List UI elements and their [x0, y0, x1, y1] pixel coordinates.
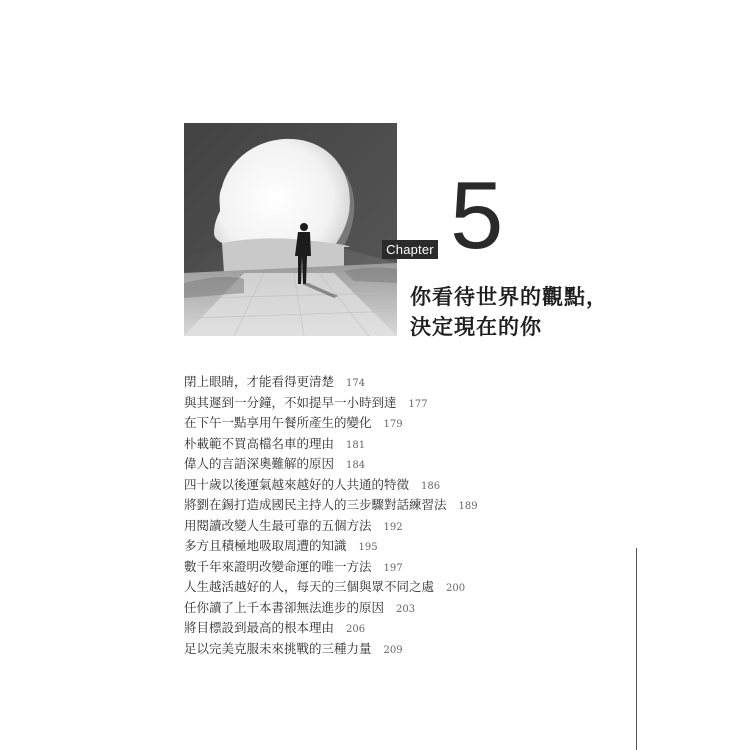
toc-entry — [184, 413, 624, 434]
toc-entry — [184, 536, 624, 557]
toc-entry-page: 209 — [383, 644, 403, 656]
toc-entry-page: 186 — [421, 480, 441, 492]
toc-entry — [184, 598, 624, 619]
toc-entry-title: 足以完美克服未來挑戰的三種力量 — [184, 640, 372, 656]
toc-entry-page: 181 — [346, 439, 366, 451]
toc-entry — [184, 393, 624, 414]
toc-entry — [184, 495, 624, 516]
toc-entry — [184, 372, 624, 393]
toc-entry-title: 多方且積極地吸取周遭的知識 — [184, 538, 347, 553]
toc-entry-title: 與其遲到一分鐘，不如提早一小時到達 — [184, 394, 397, 410]
toc-entry — [184, 557, 624, 578]
toc-entry — [184, 454, 624, 475]
chapter-number: 5 — [450, 162, 504, 269]
toc-entry-page: 192 — [383, 521, 403, 533]
toc-entry-page: 206 — [346, 624, 366, 635]
toc-entry — [184, 639, 624, 660]
toc-entry-page: 177 — [408, 398, 428, 410]
toc-entry-page: 195 — [358, 542, 378, 553]
toc-entry-title: 四十歲以後運氣越來越好的人共通的特徵 — [184, 476, 410, 492]
toc-entry-title: 用閱讀改變人生最可靠的五個方法 — [184, 517, 372, 533]
toc-entry-title: 在下午一點享用午餐所產生的變化 — [184, 415, 372, 430]
toc-entry-title: 任你讀了上千本書卻無法進步的原因 — [184, 599, 385, 615]
chapter-illustration — [184, 123, 397, 336]
toc-entry-page: 200 — [446, 583, 466, 594]
toc-entry-title: 將劉在錫打造成國民主持人的三步驟對話練習法 — [184, 497, 447, 512]
toc-entry-page: 189 — [458, 501, 478, 512]
toc-entry — [184, 618, 624, 639]
toc-entry-title: 將目標設到最高的根本理由 — [184, 620, 335, 635]
chapter-title-line-1: 你看待世界的觀點， — [410, 284, 608, 309]
toc-entry-title: 數千年來證明改變命運的唯一方法 — [184, 558, 372, 574]
toc-entry — [184, 475, 624, 496]
toc-entry-page: 179 — [383, 419, 403, 430]
chapter-title-line-2: 決定現在的你 — [410, 314, 542, 339]
toc-entry-page: 197 — [383, 562, 403, 574]
toc-entry-page: 184 — [346, 460, 366, 471]
table-of-contents — [184, 372, 624, 659]
toc-entry-title: 閉上眼睛，才能看得更清楚 — [184, 374, 335, 389]
toc-entry-title: 朴載範不買高檔名車的理由 — [184, 435, 335, 451]
chapter-title — [410, 282, 608, 342]
page-edge-divider — [636, 548, 637, 750]
toc-entry-title: 偉人的言語深奧難解的原因 — [184, 456, 335, 471]
toc-entry — [184, 577, 624, 598]
chapter-label: Chapter — [382, 240, 438, 259]
toc-entry — [184, 516, 624, 537]
toc-entry — [184, 434, 624, 455]
toc-entry-page: 203 — [396, 603, 416, 615]
toc-entry-title: 人生越活越好的人，每天的三個與眾不同之處 — [184, 579, 435, 594]
toc-entry-page: 174 — [346, 378, 366, 389]
head-silhouette-doorway-image — [184, 123, 397, 336]
